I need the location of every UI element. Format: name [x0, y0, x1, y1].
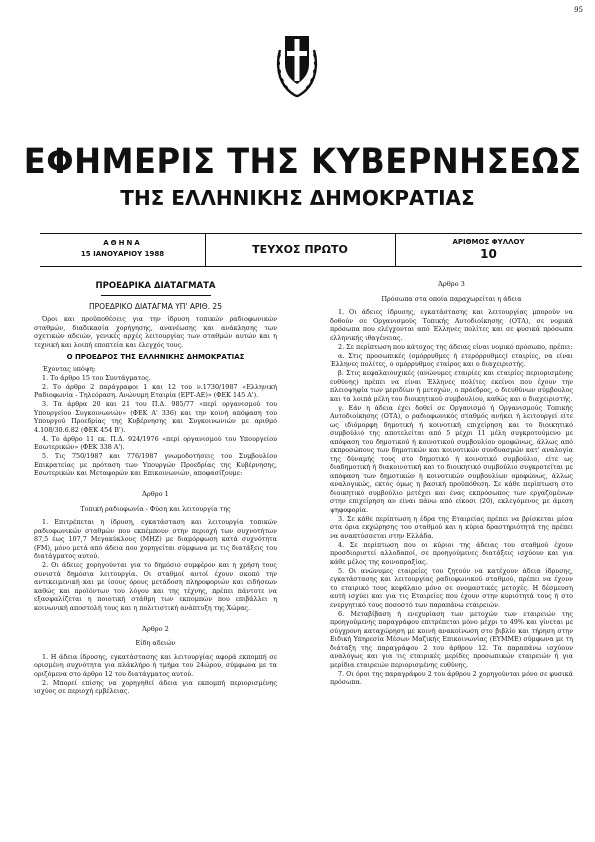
article-paragraph: 4. Σε περίπτωση που οι κύριοι της άδειας του σταθμού έχουν προσδιοριστεί αλλοδαποί, σε προηγούμενες διατάξεις ισχύουν και για κάθε μέλος της κοινοπραξίας.: [330, 540, 573, 566]
issue-sheet-label: ΑΡΙΘΜΟΣ ΦΥΛΛΟΥ: [452, 238, 525, 246]
article-subtitle: Είδη αδειών: [135, 639, 176, 647]
having-regard: Έχοντας υπόψη:: [42, 364, 96, 373]
right-column: [330, 280, 573, 687]
issue-sheet-number: 10: [480, 247, 497, 261]
consideration: 4. Το άρθρο 11 εκ. Π.Δ. 924/1976 «περί οργανισμού του Υπουργείου Εσωτερικών» (ΦΕΚ 338 Α').: [34, 434, 277, 451]
article-subtitle: Πρόσωπα στα οποία παραχωρείται η άδεια: [381, 294, 522, 303]
article-paragraph: 1. Επιτρέπεται η ίδρυση, εγκατάσταση και λειτουργία τοπικών ραδιοφωνικών σταθμών που εκπέμπουν στην περιοχή των συχνοτήτων 87,5 έως 107,7 Μεγακύκλους (MHZ) με διαμόρφωση κατά συχνότητα (FM), μόνο μετά από άδεια που χορηγείται σύμφωνα με τις διατάξεις του διατάγματος αυτού.: [34, 518, 277, 560]
decree-title: ΠΡΟΕΔΡΙΚΟ ΔΙΑΤΑΓΜΑ ΥΠ' ΑΡΙΘ. 25: [89, 301, 222, 311]
article-paragraph: 1. Οι άδειες ίδρυσης, εγκατάστασης και λειτουργίας μπορούν να δοθούν σε Οργανισμούς Τοπικής Αυτοδιοίκησης (ΟΤΑ), σε νομικά πρόσωπα που ελέγχονται από Έλληνες πολίτες και σε φυσικά πρόσωπα ελληνικής ιθαγένειας.: [330, 308, 573, 342]
article-paragraph: 1. Η άδεια ίδρυσης, εγκατάστασης και λειτουργίας αφορά εκπομπή σε ορισμένη συχνότητα για πλάκλήρο ή τμήμα του 24ώρου, σύμφωνα με τα οριζόμενα στο άρθρο 12 του διατάγματος αυτού.: [34, 652, 277, 678]
consideration: 2. Το άρθρο 2 παράγραφοι 1 και 12 του ν.1730/1987 «Ελληνική Ραδιοφωνία - Τηλεόραση. Ανώνυμη Εταιρία (ΕΡΤ-ΑΕ)» (ΦΕΚ 145 Α').: [34, 382, 277, 399]
article-paragraph: 7. Οι όροι της παραγράφου 2 του άρθρου 2 χορηγούνται μόνο σε φυσικά πρόσωπα.: [330, 669, 573, 686]
article-paragraph: 6. Μεταβίβαση ή ενεχυρίαση των μετοχών των εταιρειών της προηγούμενης παραγράφου επιτρέπεται μόνο μέχρι το 49% και γίνεται με σύγχρονη καταχώρηση με κοινή ανακοίνωση στο βιβλίο και τήρηση στην Ειδική Υπηρεσία Μέσων Μαζικής Επικοινωνίας (ΕΥΜΜΕ) σύμφωνα με τη διάταξη της παραγράφου 2 του άρθρου 12. Τα παραπάνω ισχύουν αναλόγως και για τις εταιρικές μερίδες προσωπικών εταιρειών ή για μερίδια εταιρειών περιορισμένης ευθύνης.: [330, 609, 573, 669]
decree-subject: Όροι και προϋποθέσεις για την ίδρυση τοπικών ραδιοφωνικών σταθμών, διαδικασία χορήγησης, ανανέωσης και ανάκλησης των σχετικών αδειών, γενικές αρχές λειτουργίας των σταθμών αυτών και η τεχνική και λοιπή εποπτεία και έλεγχός τους.: [34, 315, 277, 349]
section-title: ΠΡΟΕΔΡΙΚΑ ΔΙΑΤΑΓΜΑΤΑ: [95, 281, 216, 291]
consideration: 5. Τις 750/1987 και 776/1987 γνωμοδοτήσεις του Συμβουλίου Επικρατείας με πρόταση των Υπουργών Προεδρίας της Κυβέρνησης, Εσωτερικών και Μεταφορών και Επικοινωνιών, αποφασίζουμε:: [34, 452, 277, 477]
article-paragraph: β. Στις κεφαλαιουχικές (ανώνυμες εταιρίες και εταιρίες περιορισμένης ευθύνης) πρέπει να είναι Έλληνες πολίτες εκείνοι που έχουν την πλειοψηφία των μεριδίων ή μετοχών, ο πρόεδρος, ο διευθύνων σύμβουλος και τα λοιπά μέλη του διοικητικού συμβουλίου, καθώς και ο διαχειριστής.: [330, 369, 573, 403]
gazette-subtitle: ΤΗΣ ΕΛΛΗΝΙΚΗΣ ΔΗΜΟΚΡΑΤΙΑΣ: [120, 186, 475, 210]
article-paragraph: γ. Εάν η άδεια έχει δοθεί σε Οργανισμό ή Οργανισμούς Τοπικής Αυτοδιοίκησης (ΟΤΑ), ο ραδιοφωνικός σταθμός ανήκει ή λειτουργεί είτε ως ιδιόμορφη δημοτική ή κοινοτική επιχείρηση και το διοικητικό συμβούλιό της αποτελείται από 5 μέχρι 11 μέλη συγκροτούμενο με απόφαση του δημοτικού ή κοινοτικού συμβουλίου ομοφώνως, άλλως από εκπροσώπους των δημοτικών και κοινοτικών συνδυασμών κατ' αναλογία της δύναμής τους στο δημοτικό ή κοινοτικό συμβούλιο, είτε ως διαδημοτική ή διακοινοτική και το διοικητικό συμβούλιο συγκροτείται με απόφαση των δημοτικών ή κοινοτικών συμβουλίων ομοφώνως, άλλως αναλογικώς, εκτός όμως η βασική προϋπόθεση. Σε κάθε περίπτωση στο διοικητικό συμβούλιο μετέχει και ένας εκπρόσωπος των εργαζομένων στην επιχείρηση αν είναι πάνω από είκοσι (20), εκλεγόμενος με άμεση ψηφοφορία.: [330, 403, 573, 514]
greek-coat-of-arms-icon: [274, 30, 320, 98]
page-number: 95: [574, 6, 583, 14]
article-paragraph: α. Στις προσωπικές (ομόρρυθμες ή ετερόρρυθμες) εταιρίες, να είναι Έλληνες πολίτες, ο ομόρρυθμος εταίρος και ο διαχειριστής.: [330, 351, 573, 368]
issue-volume: ΤΕΥΧΟΣ ΠΡΩΤΟ: [252, 243, 348, 256]
article-heading: Άρθρο 2: [142, 624, 169, 633]
article-paragraph: 3. Σε κάθε περίπτωση η έδρα της Εταιρείας πρέπει να βρίσκεται μέσα στα όρια εκχώρησης του σταθμού και η κύρια δραστηριότητά της πρέπει να αναπτύσσεται στην Ελλάδα.: [330, 514, 573, 540]
article-paragraph: 2. Οι άδειες χορηγούνται για το δημόσιο συμφέρον και η χρήση τους συνιστά δημόσια λειτουργία. Οι σταθμοί αυτοί έχουν σκοπό την αντικειμενική και με ίσους όρους μετάδοση πληροφοριών και ειδήσεων καθώς και προϊόντων του λόγου και της τέχνης, πρέπει πάντοτε να εξασφαλίζεται η ποιοτική στάθμη των εκπομπών που επιβάλλει η κοινωνική αποστολή τους και η πολιτιστική ανάπτυξη της Χώρας.: [34, 561, 277, 612]
issue-city: ΑΘΗΝΑ: [103, 239, 142, 247]
issue-place-date: [40, 234, 205, 266]
article-paragraph: 2. Μπορεί επίσης να χορηγηθεί άδεια για εκπομπή περιορισμένης ισχύος σε περιοχή εμβέλειας.: [34, 678, 277, 695]
issue-sheet-cell: [395, 234, 582, 266]
article-heading: Άρθρο 1: [142, 490, 169, 498]
gazette-title: ΕΦΗΜΕΡΙΣ ΤΗΣ ΚΥΒΕΡΝΗΣΕΩΣ: [23, 142, 582, 182]
article-paragraph: 2. Σε περίπτωση που κάτοχος της άδειας είναι νομικό πρόσωπο, πρέπει:: [338, 342, 573, 351]
issue-date: 15 ΙΑΝΟΥΑΡΙΟΥ 1988: [80, 250, 165, 258]
article-paragraph: 5. Οι ανώνυμες εταιρείες του ζητούν να κατέχουν άδεια ίδρυσης, εγκατάστασης και λειτουργίας ραδιοφωνικού σταθμού, πρέπει να έχουν το εταιρικό τους κεφάλαιο μόνο σε ονομαστικές μετοχές. Η δέσμευση αυτή ισχύει και για τις Εταιρείες που έχουν στην κυριότητά τους ή στο ενεργητικό τους ποσοστό των παραπάνω εταιρειών.: [330, 566, 573, 609]
consideration: 3. Τα άρθρα 20 και 21 του Π.Δ. 985/77 «περί οργανισμού του Υπουργείου Συγκοινωνιών» (ΦΕΚ Α' 336) και την κοινή απόφαση του Υπουργού Προεδρίας της Κυβέρνησης και Συγκοινωνιών με αριθμό 4.108/30.6.82 (ΦΕΚ 454 Β').: [34, 400, 277, 434]
section-title-underline: [101, 295, 211, 296]
article-heading: Άρθρο 3: [438, 280, 465, 288]
article-subtitle: Τοπική ραδιοφωνία - Φύση και λειτουργία της: [80, 504, 231, 513]
consideration: 1. Το άρθρο 15 του Συντάγματος.: [42, 373, 151, 382]
president-heading: Ο ΠΡΟΕΔΡΟΣ ΤΗΣ ΕΛΛΗΝΙΚΗΣ ΔΗΜΟΚΡΑΤΙΑΣ: [66, 353, 245, 361]
issue-info-bar: [40, 233, 582, 267]
left-column: [34, 280, 277, 696]
issue-volume-cell: [205, 234, 395, 266]
